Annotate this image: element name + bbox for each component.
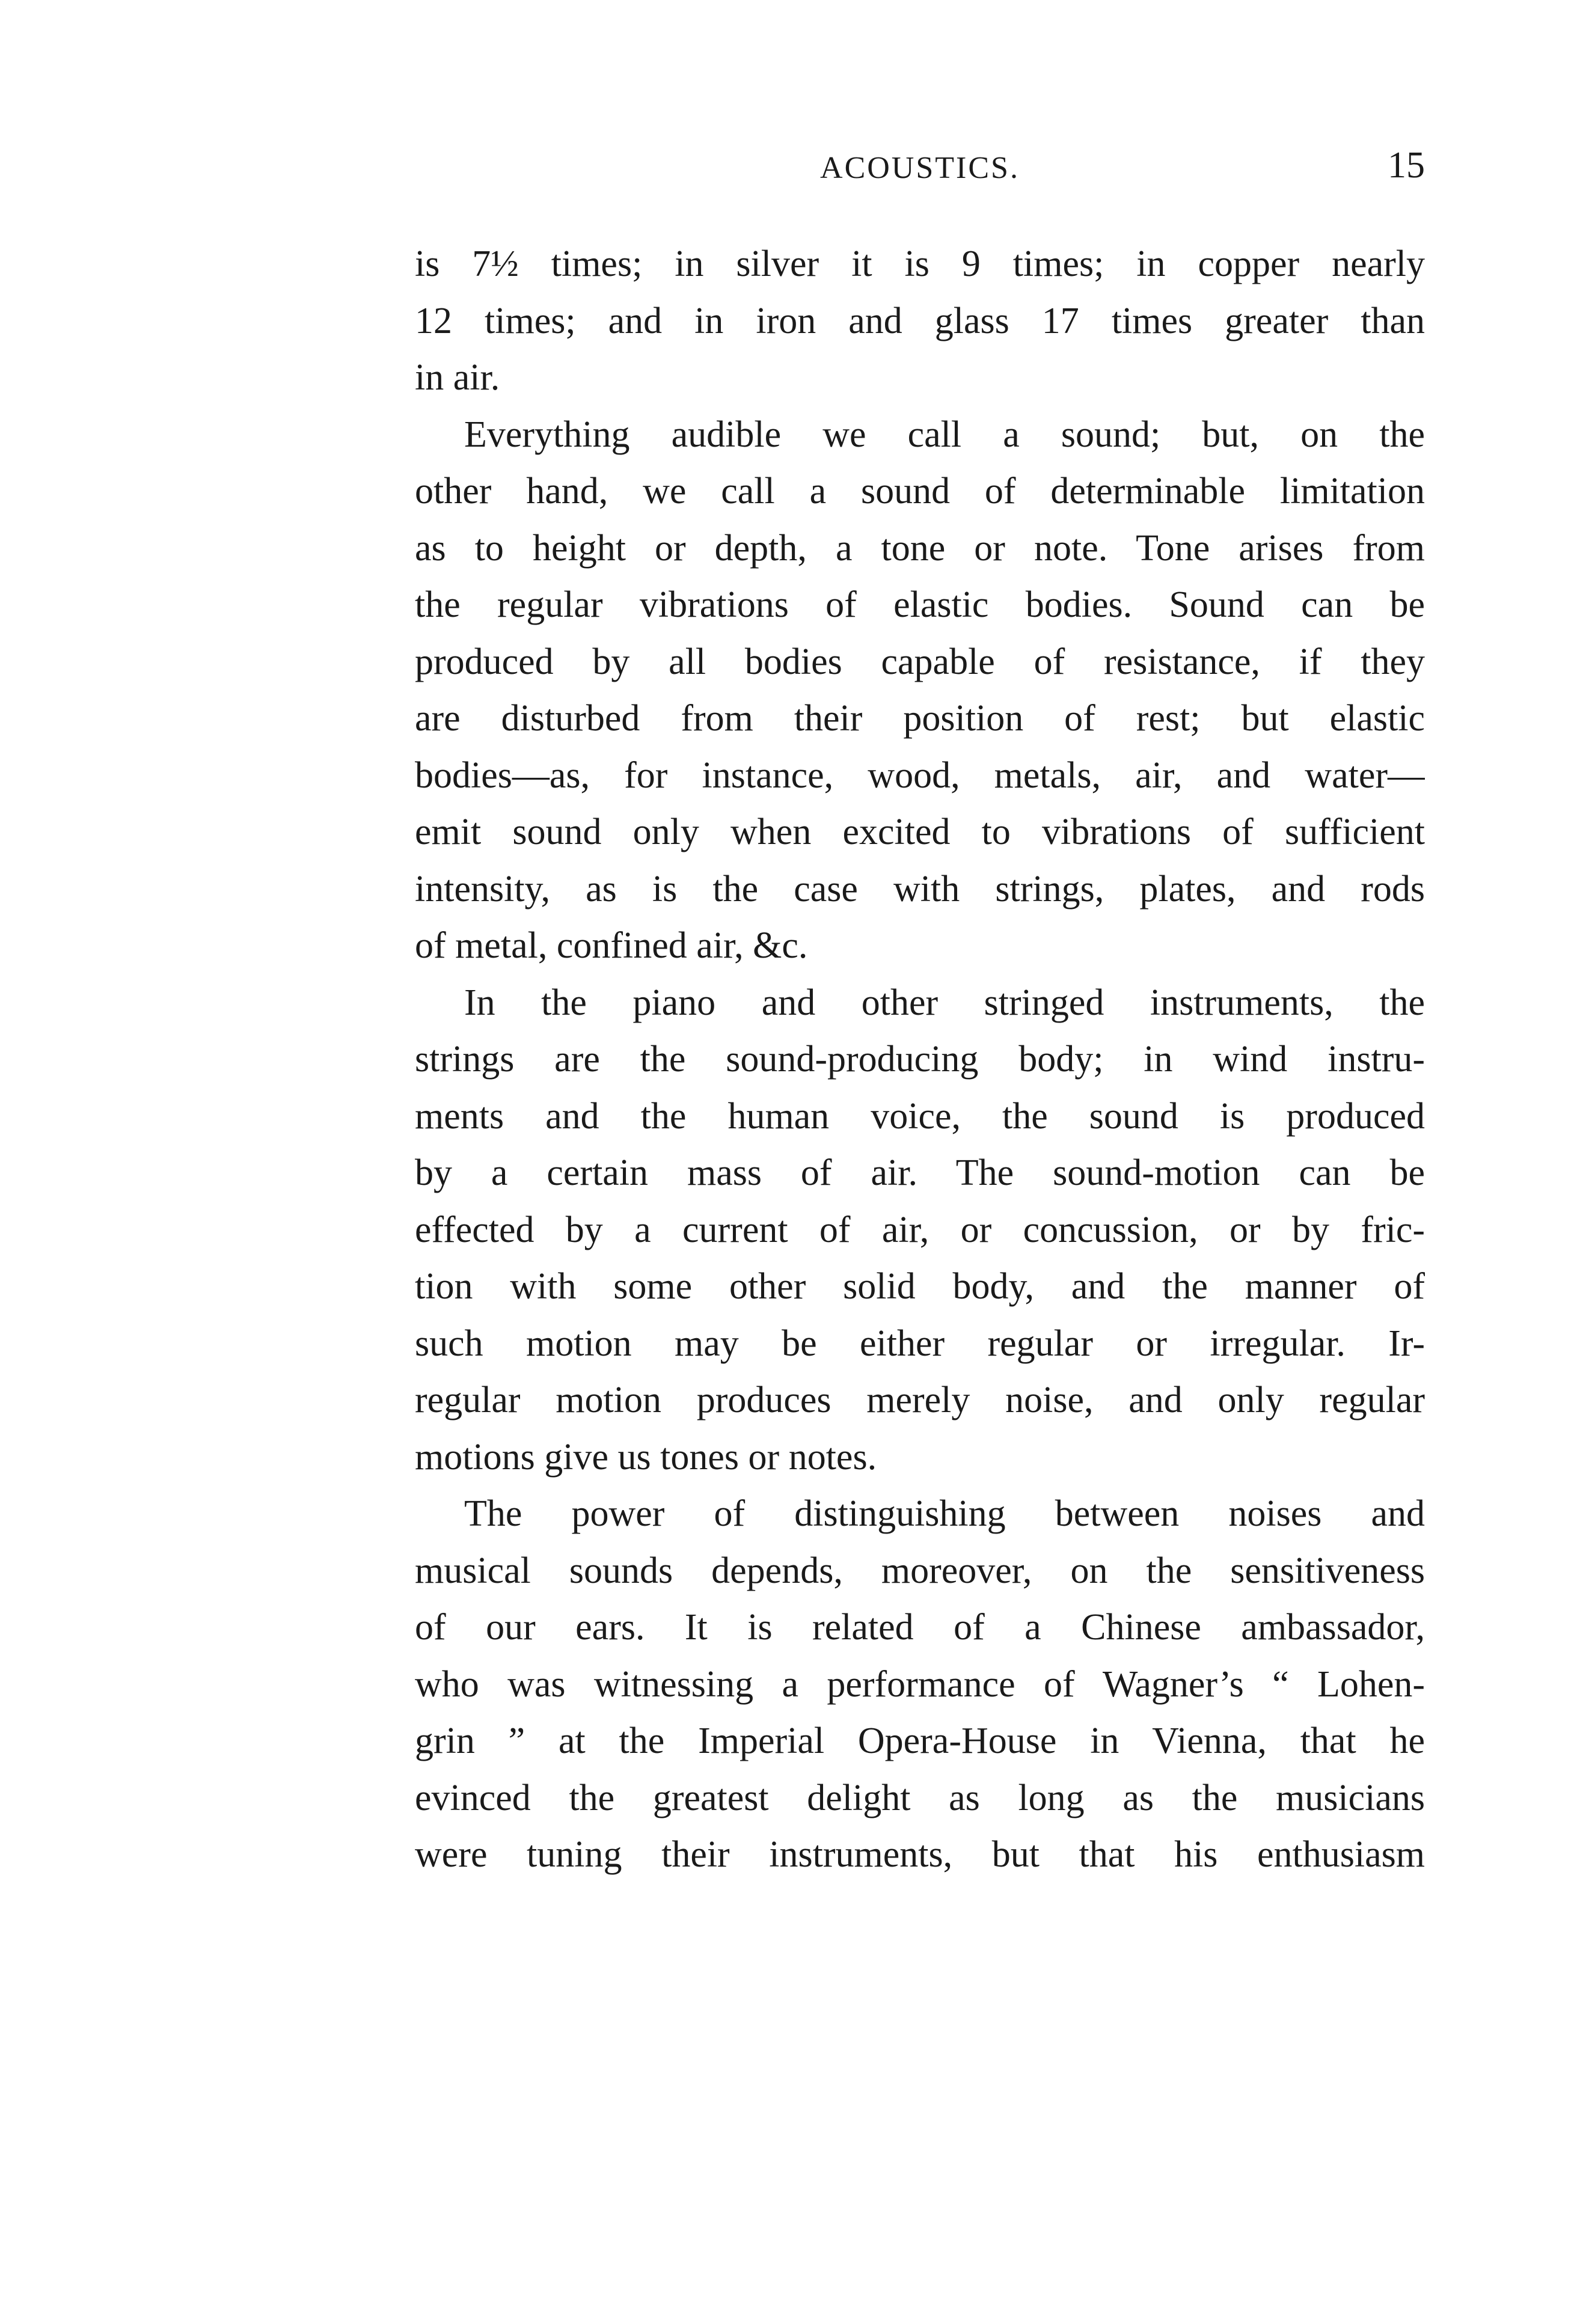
text-line: strings are the sound-producing body; in wind instru-	[415, 1039, 1425, 1080]
text-line: evinced the greatest delight as long as the musicians	[415, 1777, 1425, 1818]
text-line: were tuning their instruments, but that his enthusiasm	[415, 1834, 1425, 1875]
text-line: musical sounds depends, moreover, on the sensitiveness	[415, 1550, 1425, 1591]
text-line: In the piano and other stringed instruments, the	[464, 982, 1425, 1023]
text-line: produced by all bodies capable of resistance, if they	[415, 641, 1425, 682]
text-line: ments and the human voice, the sound is produced	[415, 1095, 1425, 1137]
text-line: as to height or depth, a tone or note. Tone arises from	[415, 527, 1425, 569]
text-line: other hand, we call a sound of determinable limitation	[415, 471, 1425, 512]
text-line: The power of distinguishing between noises and	[464, 1493, 1425, 1534]
text-line: the regular vibrations of elastic bodies. Sound can be	[415, 584, 1425, 625]
text-line: are disturbed from their position of rest; but elastic	[415, 698, 1425, 739]
text-line: emit sound only when excited to vibrations of sufficient	[415, 812, 1425, 852]
text-line: by a certain mass of air. The sound-motion can be	[415, 1152, 1425, 1193]
text-line: such motion may be either regular or irregular. Ir-	[415, 1323, 1425, 1364]
text-line: grin ” at the Imperial Opera-House in Vienna, that he	[415, 1720, 1425, 1761]
page-number: 15	[1388, 145, 1425, 186]
text-line: regular motion produces merely noise, and only regular	[415, 1380, 1425, 1420]
text-line: 12 times; and in iron and glass 17 times greater than	[415, 300, 1425, 341]
running-title: ACOUSTICS.	[820, 151, 1020, 185]
text-line: effected by a current of air, or concussion, or by fric-	[415, 1209, 1425, 1250]
text-line: bodies—as, for instance, wood, metals, air, and water—	[415, 754, 1425, 796]
text-line: is 7½ times; in silver it is 9 times; in copper nearly	[415, 243, 1425, 284]
body-text	[415, 236, 1425, 1883]
text-line: of metal, confined air, &c.	[415, 925, 808, 966]
text-line: who was witnessing a performance of Wagner’s “ Lohen-	[415, 1663, 1425, 1705]
text-line: Everything audible we call a sound; but, on the	[464, 414, 1425, 455]
text-line: tion with some other solid body, and the manner of	[415, 1266, 1425, 1307]
text-line: of our ears. It is related of a Chinese ambassador,	[415, 1607, 1425, 1648]
text-line: intensity, as is the case with strings, plates, and rods	[415, 868, 1425, 910]
text-line: in air.	[415, 357, 500, 398]
text-line: motions give us tones or notes.	[415, 1436, 877, 1478]
running-head	[415, 145, 1425, 198]
